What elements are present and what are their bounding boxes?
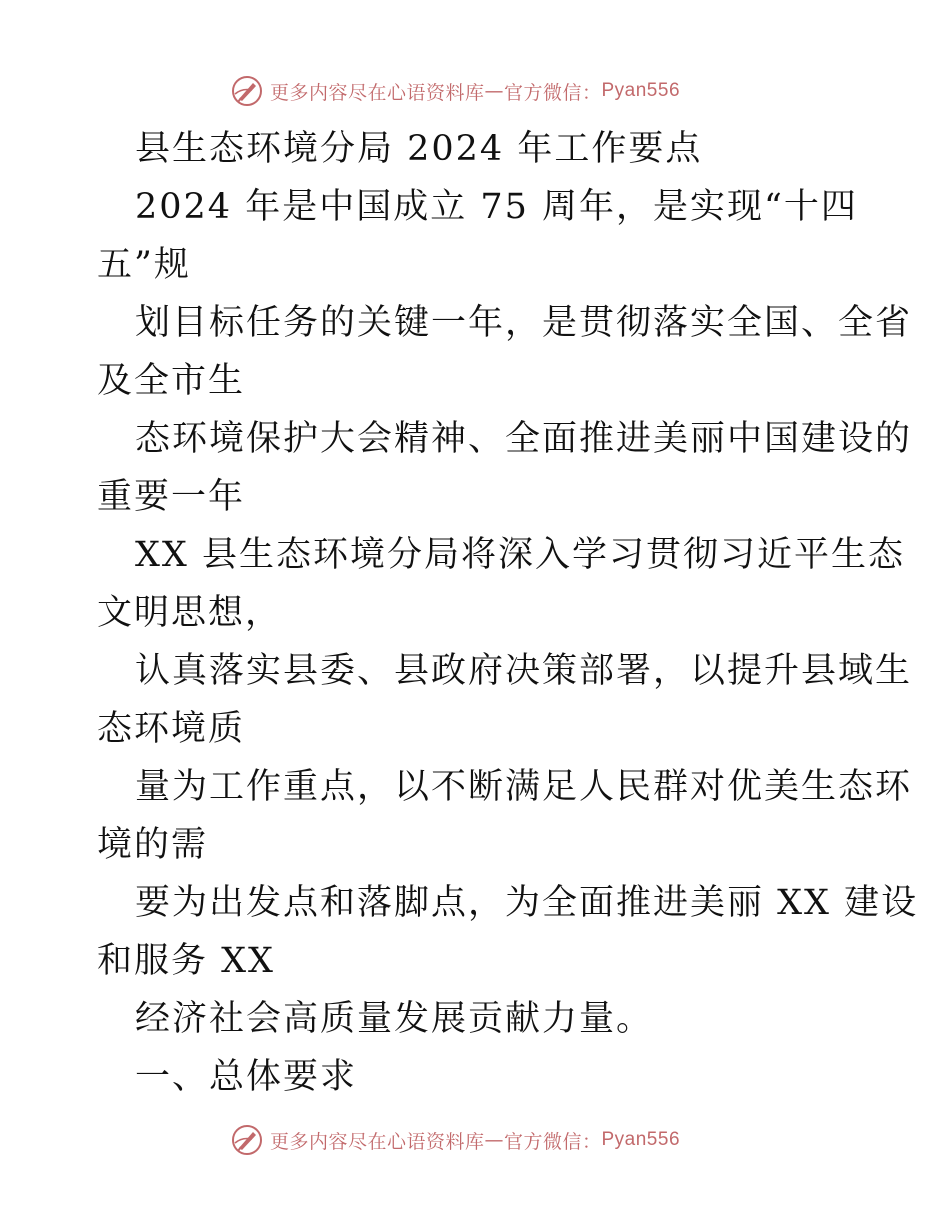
document-line: 划目标任务的关键一年，是贯彻落实全国、全省 bbox=[135, 303, 913, 343]
document-line: 要为出发点和落脚点，为全面推进美丽 XX 建设 bbox=[135, 883, 919, 923]
document-line: 经济社会高质量发展贡献力量。 bbox=[135, 999, 654, 1039]
watermark-footer bbox=[0, 1123, 950, 1157]
document-line: 态环境质 bbox=[97, 709, 246, 749]
document-line: 认真落实县委、县政府决策部署，以提升县域生 bbox=[135, 651, 913, 691]
document-line: 五”规 bbox=[97, 245, 191, 285]
document-line: 一、总体要求 bbox=[135, 1057, 358, 1097]
document-line: 和服务 XX bbox=[97, 941, 275, 981]
document-line: 及全市生 bbox=[97, 361, 246, 401]
document-line: 文明思想， bbox=[97, 593, 283, 633]
document-line: XX 县生态环境分局将深入学习贯彻习近平生态 bbox=[135, 535, 905, 575]
watermark-sub-text: 官方微信： bbox=[503, 81, 602, 104]
watermark-sub-text: 官方微信： bbox=[503, 1130, 602, 1153]
watermark-dash: — bbox=[484, 80, 504, 102]
document-body bbox=[97, 120, 919, 1106]
document-line: 态环境保护大会精神、全面推进美丽中国建设的 bbox=[135, 419, 913, 459]
document-line: 量为工作重点，以不断满足人民群对优美生态环 bbox=[135, 767, 913, 807]
watermark-id: Pyan556 bbox=[601, 1129, 681, 1150]
quill-logo-icon bbox=[230, 1123, 264, 1157]
document-line: 2024 年是中国成立 75 周年，是实现“十四 bbox=[135, 187, 858, 227]
watermark-main-text: 更多内容尽在心语资料库 bbox=[269, 81, 485, 104]
watermark-id: Pyan556 bbox=[601, 80, 681, 101]
quill-logo-icon bbox=[230, 74, 264, 108]
watermark-dash: — bbox=[484, 1129, 504, 1151]
document-line: 境的需 bbox=[97, 825, 209, 865]
watermark-header bbox=[0, 74, 950, 108]
watermark-main-text: 更多内容尽在心语资料库 bbox=[269, 1130, 485, 1153]
document-title: 县生态环境分局 2024 年工作要点 bbox=[135, 129, 703, 169]
document-line: 重要一年 bbox=[97, 477, 246, 517]
